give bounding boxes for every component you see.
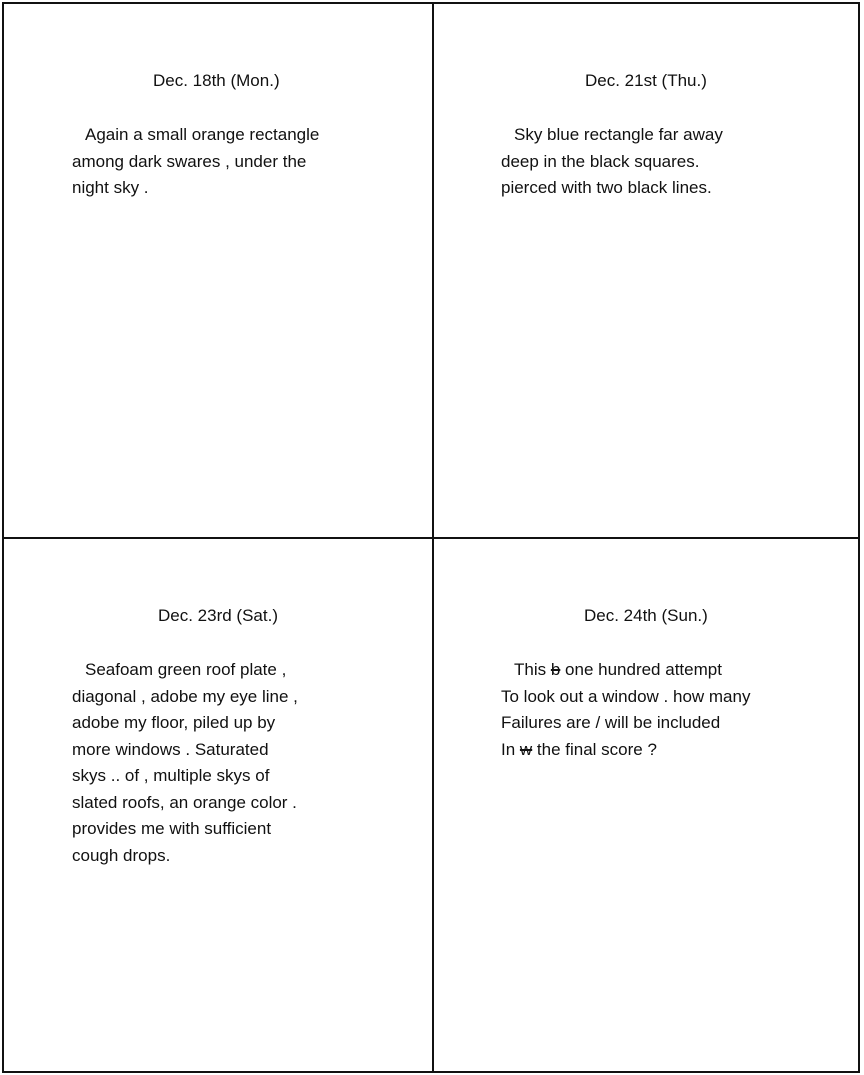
- entry-line: deep in the black squares.: [501, 151, 700, 171]
- entry-line: night sky .: [72, 178, 149, 197]
- entry-text: [72, 657, 298, 869]
- entry-date: Dec. 18th (Mon.): [153, 71, 280, 90]
- entry-line: Sky blue rectangle far away: [514, 125, 723, 144]
- entry-line: among dark swares , under the: [72, 151, 307, 171]
- journal-entry-dec-21: [434, 4, 858, 539]
- entry-line: Again a small orange rectangle: [85, 125, 320, 144]
- entry-text: [501, 122, 723, 202]
- journal-entry-dec-24: [434, 539, 858, 1071]
- entry-line-part: one hundred attempt: [560, 660, 722, 679]
- journal-entry-dec-18: [4, 4, 434, 539]
- entry-line: [501, 737, 750, 764]
- entry-date: Dec. 23rd (Sat.): [158, 606, 278, 625]
- journal-grid: [2, 2, 860, 1073]
- entry-line: pierced with two black lines.: [501, 178, 712, 197]
- entry-line: more windows . Saturated: [72, 739, 269, 759]
- entry-line: adobe my floor, piled up by: [72, 713, 276, 732]
- entry-date: Dec. 24th (Sun.): [584, 606, 708, 625]
- entry-line-part: This: [514, 660, 551, 679]
- entry-line: Seafoam green roof plate ,: [85, 660, 287, 679]
- entry-line: diagonal , adobe my eye line ,: [72, 686, 298, 706]
- entry-line: skys .. of , multiple skys of: [72, 766, 270, 785]
- entry-date: Dec. 21st (Thu.): [585, 71, 707, 90]
- entry-line-part: In: [501, 739, 520, 759]
- journal-entry-dec-23: [4, 539, 434, 1071]
- struck-text: b: [550, 660, 561, 679]
- entry-line: To look out a window . how many: [501, 686, 751, 706]
- entry-text: [72, 122, 319, 202]
- entry-text: [501, 657, 750, 763]
- entry-line: slated roofs, an orange color .: [72, 792, 297, 812]
- entry-line: provides me with sufficient: [72, 819, 272, 838]
- entry-line: Failures are / will be included: [501, 713, 721, 732]
- entry-line: [501, 657, 750, 684]
- struck-text: w: [519, 739, 533, 759]
- entry-line: cough drops.: [72, 845, 171, 865]
- entry-line-part: the final score ?: [532, 739, 657, 759]
